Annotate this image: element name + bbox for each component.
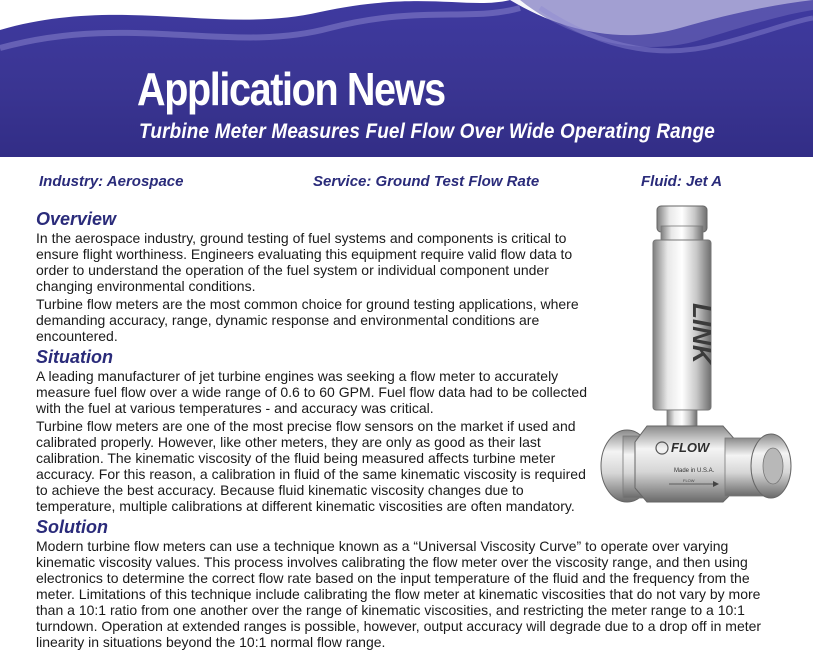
solution-paragraph: [36, 538, 784, 650]
fluid-label: Fluid: Jet A: [641, 173, 723, 190]
overview-paragraph-1: In the aerospace industry, ground testing of fuel systems and components is critical to ensure flight worthiness. Engineers evaluating this equipment require valid flow data to order to understand the operation of the fuel system or individual component under changing environmental conditions.: [36, 230, 573, 294]
industry-label: Industry: Aerospace: [39, 173, 184, 190]
flow-brand-text: FLOW: [671, 440, 710, 455]
turbine-flow-meter-image: [595, 198, 795, 508]
solution-heading: Solution: [36, 517, 108, 537]
page-subtitle: Turbine Meter Measures Fuel Flow Over Wide Operating Range: [139, 120, 715, 143]
overview-paragraph-2: Turbine flow meters are the most common choice for ground testing applications, where demanding accuracy, range, dynamic response and environmental conditions are encountered.: [36, 296, 579, 344]
made-in-usa-text: Made in U.S.A.: [674, 468, 715, 474]
page-title: Application News: [137, 63, 445, 115]
situation-paragraph-1: A leading manufacturer of jet turbine engines was seeking a flow meter to accurately measure fuel flow over a wide range of 0.6 to 60 GPM. Fuel flow data had to be collected with the fuel at various temperatures - and accuracy was critical.: [36, 368, 587, 416]
situation-paragraph-2: Turbine flow meters are one of the most precise flow sensors on the market if used and calibrated properly. However, like other meters, they are only as good as their last calibration. The kinematic viscosity of the fluid being measured affects turbine meter accuracy. For this reason, a calibration in fluid of the same kinematic viscosity is required to achieve the best accuracy. Because fluid kinematic viscosity changes due to temperature, multiple calibrations at different kinematic viscosities are often mandatory.: [36, 418, 586, 514]
link-brand-text: LINK: [687, 303, 717, 364]
service-label: Service: Ground Test Flow Rate: [313, 173, 540, 190]
header-banner: [0, 0, 813, 157]
solution-text-rest: viscosity range, and then using electronics to determine the correct flow rate based on the input temperature of the fluid and the frequency from the meter. Limitations of this technique include calibrating the flow meter at kinematic viscosities that do not vary by more than a 10:1 ratio from one another over the range of kinematic viscosities, and restricting the meter range to a 10:1 turndown. Operation at extended ranges is possible, however, output accuracy will degrade due to a drop off in meter linearity in situations beyond the 10:1 normal flow range.: [36, 554, 762, 650]
solution-text-start: Modern turbine flow meters can use a technique known as a “Universal Viscosity Curve” to operate over varying kinematic viscosity values. This process involves calibrating the flow meter over the: [36, 538, 729, 570]
flow-direction-label: FLOW: [683, 478, 695, 483]
situation-heading: Situation: [36, 347, 113, 367]
overview-heading: Overview: [36, 209, 117, 229]
